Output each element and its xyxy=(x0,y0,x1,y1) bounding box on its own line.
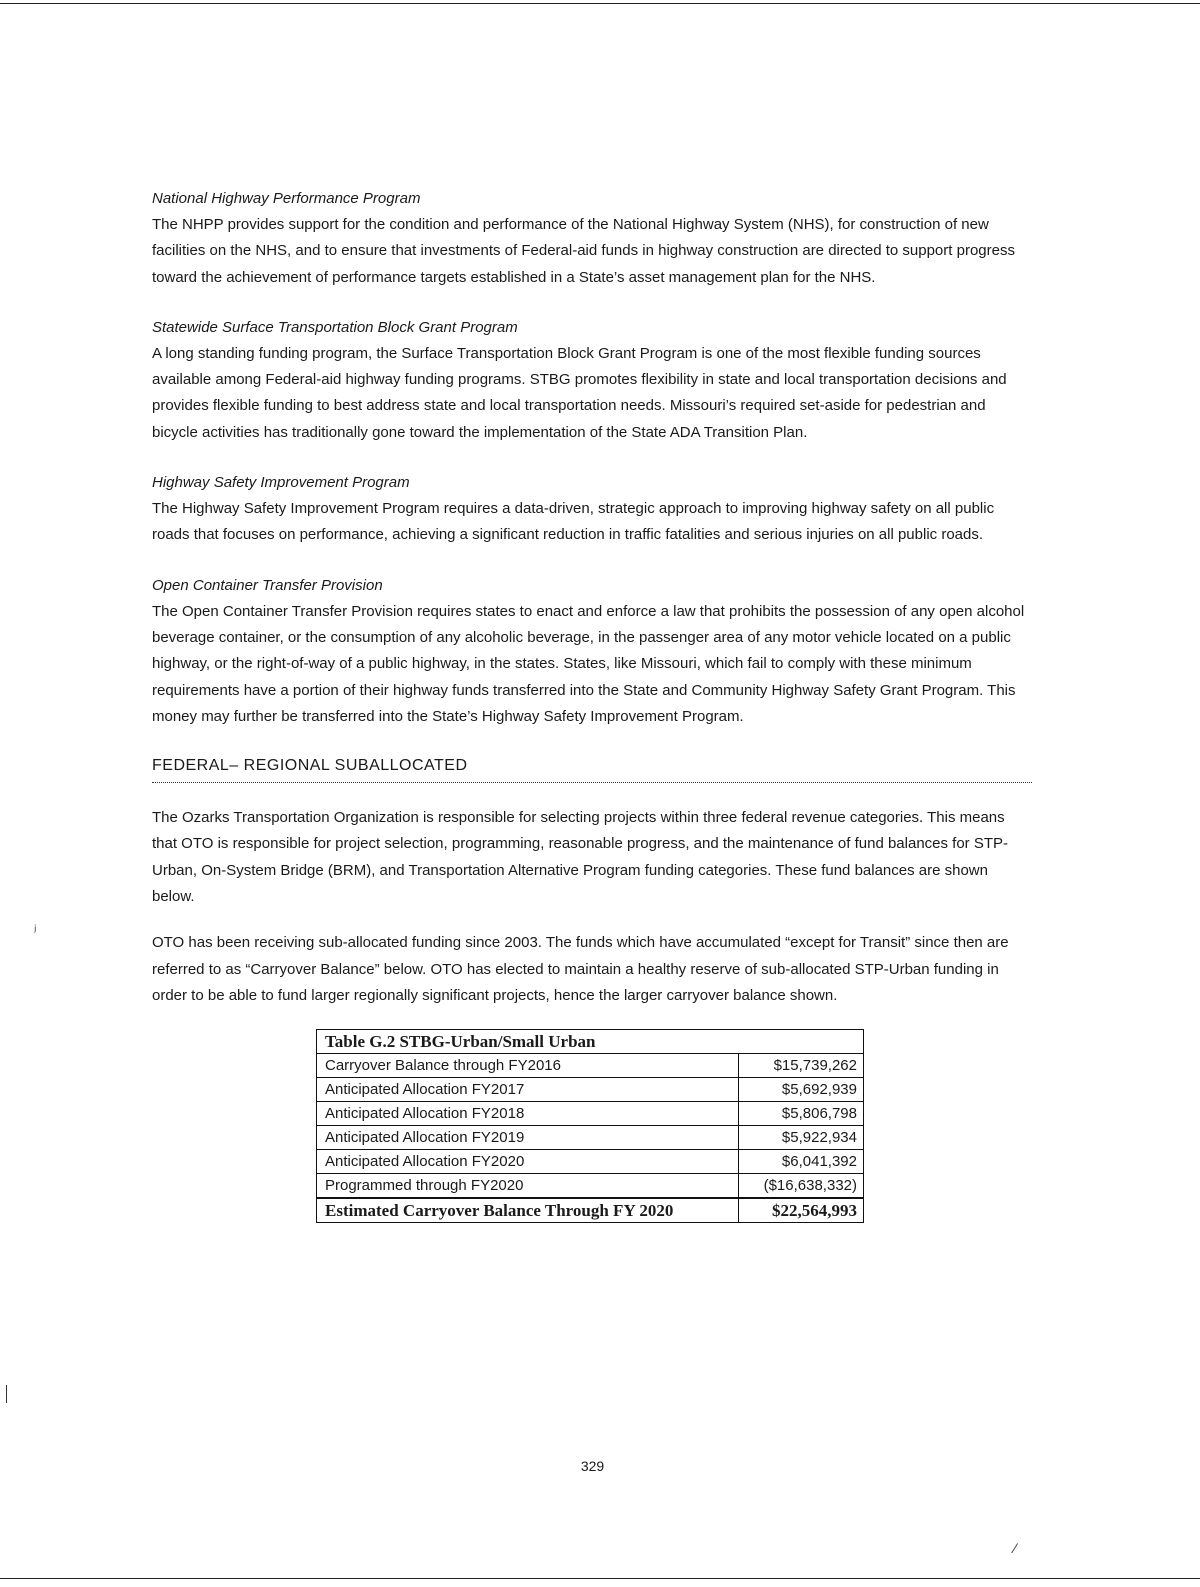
section-hsip xyxy=(152,470,1032,549)
row-label: Anticipated Allocation FY2018 xyxy=(317,1102,739,1126)
row-amount: ($16,638,332) xyxy=(739,1174,864,1199)
section-open-container xyxy=(152,573,1032,730)
regional-paragraph-1: The Ozarks Transportation Organization is responsible for selecting projects within three federal revenue categories. This means that OTO is responsible for project selection, programming, reasonable progress, and the maintenance of fund balances for STP-Urban, On-System Bridge (BRM), and Transportation Alternative Program funding categories. These fund balances are shown below. xyxy=(152,809,1009,906)
row-amount: $5,806,798 xyxy=(739,1102,864,1126)
table-row xyxy=(317,1054,864,1078)
scan-mark: ⱼ xyxy=(34,918,37,934)
row-label: Anticipated Allocation FY2019 xyxy=(317,1126,739,1150)
row-amount: $15,739,262 xyxy=(739,1054,864,1078)
table-row xyxy=(317,1078,864,1102)
table-row xyxy=(317,1150,864,1174)
fund-table-wrapper xyxy=(316,1029,864,1223)
section-nhpp xyxy=(152,186,1032,291)
scan-tick-mark: ∕ xyxy=(1014,1540,1017,1556)
section-title: Highway Safety Improvement Program xyxy=(152,474,410,492)
top-border-line xyxy=(0,3,1200,4)
row-label: Anticipated Allocation FY2020 xyxy=(317,1150,739,1174)
total-label: Estimated Carryover Balance Through FY 2020 xyxy=(317,1198,739,1223)
table-header-row xyxy=(317,1030,864,1054)
total-amount: $22,564,993 xyxy=(739,1198,864,1223)
row-amount: $5,922,934 xyxy=(739,1126,864,1150)
section-title: National Highway Performance Program xyxy=(152,190,421,207)
row-label: Programmed through FY2020 xyxy=(317,1174,739,1199)
fund-balance-table xyxy=(316,1029,864,1223)
section-title: Open Container Transfer Provision xyxy=(152,576,383,594)
bottom-border-line xyxy=(0,1578,1200,1579)
section-title: Statewide Surface Transportation Block Grant Program xyxy=(152,318,518,336)
page-number: 329 xyxy=(580,1458,605,1474)
regional-paragraph-2: OTO has been receiving sub-allocated funding since 2003. The funds which have accumulated “except for Transit” since then are referred to as “Carryover Balance” below. OTO has elected to maintain a healthy reserve of sub-allocated STP-Urban funding in order to be able to fund larger regionally significant projects, hence the larger carryover balance shown. xyxy=(152,934,1009,1004)
table-row xyxy=(317,1174,864,1199)
section-stbg xyxy=(152,315,1032,446)
section-body: A long standing funding program, the Surface Transportation Block Grant Program is one of the most flexible funding sources available among Federal-aid highway funding programs. STBG promotes flexibility in state and local transportation decisions and provides flexible funding to best address state and local transportation needs. Missouri’s required set-aside for pedestrian and bicycle activities has traditionally gone toward the implementation of the State ADA Transition Plan. xyxy=(152,344,1007,441)
row-amount: $6,041,392 xyxy=(739,1150,864,1174)
row-label: Carryover Balance through FY2016 xyxy=(317,1054,739,1078)
page-content xyxy=(152,186,1032,1223)
row-label: Anticipated Allocation FY2017 xyxy=(317,1078,739,1102)
section-body: The NHPP provides support for the condition and performance of the National Highway System (NHS), for construction of new facilities on the NHS, and to ensure that investments of Federal-aid funds in highway construction are directed to support progress toward the achievement of performance targets established in a State’s asset management plan for the NHS. xyxy=(152,216,1015,286)
regional-heading: FEDERAL– REGIONAL SUBALLOCATED xyxy=(152,754,1032,783)
table-row xyxy=(317,1126,864,1150)
table-total-row xyxy=(317,1198,864,1223)
section-body: The Open Container Transfer Provision requires states to enact and enforce a law that prohibits the possession of any open alcohol beverage container, or the consumption of any alcoholic beverage, in the passenger area of any motor vehicle located on a public highway, or the right-of-way of a public highway, in the states. States, like Missouri, which fail to comply with these minimum requirements have a portion of their highway funds transferred into the State and Community Highway Safety Grant Program. This money may further be transferred into the State’s Highway Safety Improvement Program. xyxy=(152,602,1025,725)
table-title: Table G.2 STBG-Urban/Small Urban xyxy=(317,1030,864,1054)
scan-margin-mark xyxy=(6,1385,7,1403)
section-body: The Highway Safety Improvement Program requires a data-driven, strategic approach to improving highway safety on all public roads that focuses on performance, achieving a significant reduction in traffic fatalities and serious injuries on all public roads. xyxy=(152,500,995,544)
table-row xyxy=(317,1102,864,1126)
row-amount: $5,692,939 xyxy=(739,1078,864,1102)
